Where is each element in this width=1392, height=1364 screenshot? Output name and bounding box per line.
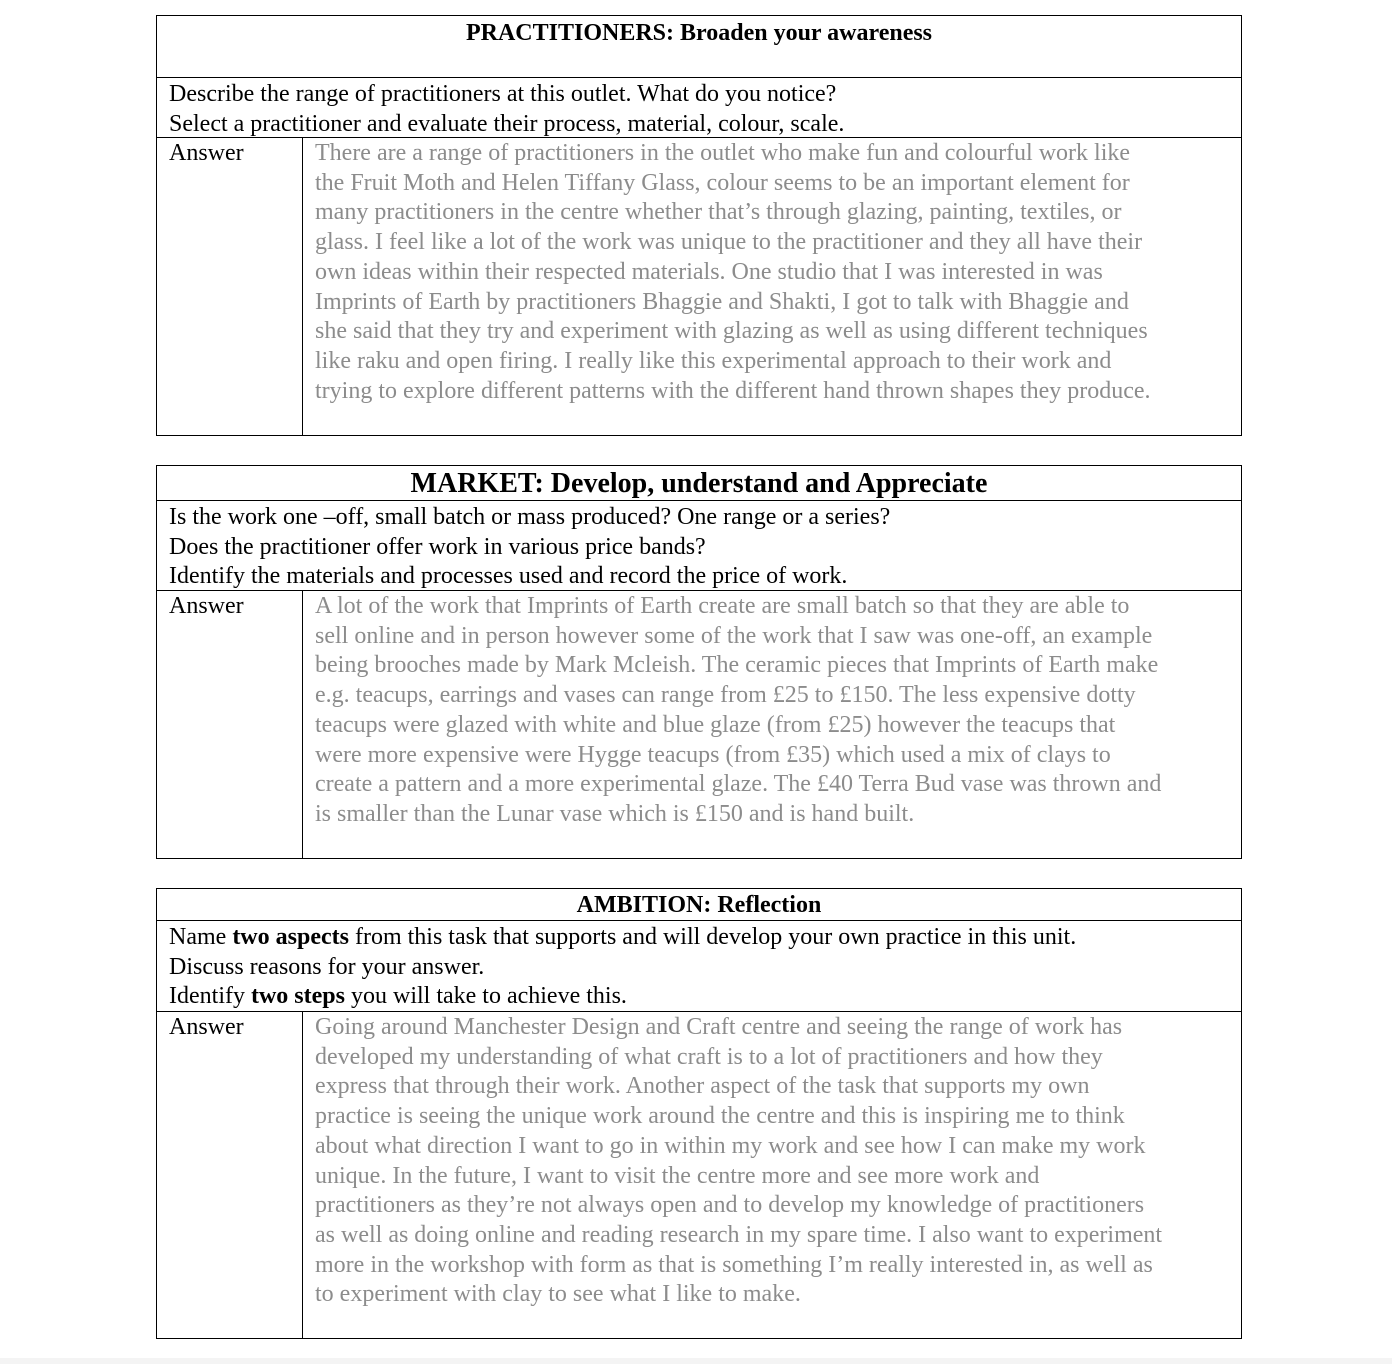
answer-line: own ideas within their respected materials. One studio that I was interested in was <box>315 258 1103 285</box>
question-line: Discuss reasons for your answer. <box>169 953 485 980</box>
answer-line: A lot of the work that Imprints of Earth create are small batch so that they are able to <box>315 593 1130 619</box>
answer-line: practitioners as they’re not always open and to develop my knowledge of practitioners <box>315 1192 1145 1219</box>
practitioners-section <box>156 15 1242 436</box>
question-line: Is the work one –off, small batch or mass produced? One range or a series? <box>169 504 891 530</box>
answer-line: as well as doing online and reading research in my spare time. I also want to experiment <box>315 1221 1163 1248</box>
answer-line: Imprints of Earth by practitioners Bhaggie and Shakti, I got to talk with Bhaggie and <box>315 288 1129 315</box>
question-emphasis: two steps <box>250 983 345 1009</box>
question-text: from this task that supports and will develop your own practice in this unit. <box>348 924 1077 950</box>
answer-line: trying to explore different patterns with the different hand thrown shapes they produce. <box>315 377 1151 404</box>
answer-line: Going around Manchester Design and Craft centre and seeing the range of work has <box>315 1014 1123 1040</box>
question-block <box>157 501 1241 591</box>
question-line <box>169 923 1229 953</box>
answer-line: There are a range of practitioners in the outlet who make fun and colourful work like <box>315 140 1131 166</box>
answer-line: teacups were glazed with white and blue glaze (from £25) however the teacups that <box>315 711 1116 738</box>
answer-line: express that through their work. Another aspect of the task that supports my own <box>315 1073 1090 1100</box>
answer-line: glass. I feel like a lot of the work was unique to the practitioner and they all have their <box>315 229 1143 256</box>
question-line: Select a practitioner and evaluate their process, material, colour, scale. <box>169 110 845 137</box>
answer-line: being brooches made by Mark Mcleish. The ceramic pieces that Imprints of Earth make <box>315 652 1159 679</box>
question-block <box>157 78 1241 138</box>
answer-row <box>157 138 1241 435</box>
answer-line: sell online and in person however some of the work that I saw was one-off, an example <box>315 622 1153 649</box>
question-emphasis: two aspects <box>232 924 349 950</box>
answer-line: e.g. teacups, earrings and vases can range from £25 to £150. The less expensive dotty <box>315 682 1136 709</box>
answer-line: about what direction I want to go in within my work and see how I can make my work <box>315 1132 1146 1159</box>
answer-text <box>303 138 1241 435</box>
answer-row <box>157 591 1241 858</box>
answer-line: is smaller than the Lunar vase which is £150 and is hand built. <box>315 800 915 827</box>
question-line: Does the practitioner offer work in various price bands? <box>169 533 706 560</box>
section-title: PRACTITIONERS: Broaden your awareness <box>157 16 1241 78</box>
question-line <box>169 982 1229 1012</box>
question-text: you will take to achieve this. <box>344 983 627 1009</box>
market-section <box>156 465 1242 859</box>
answer-line: like raku and open firing. I really like this experimental approach to their work and <box>315 347 1112 374</box>
answer-line: practice is seeing the unique work around the centre and this is inspiring me to think <box>315 1103 1125 1130</box>
answer-label: Answer <box>157 1012 303 1338</box>
answer-line: were more expensive were Hygge teacups (from £35) which used a mix of clays to <box>315 741 1111 768</box>
question-line: Identify the materials and processes used and record the price of work. <box>169 563 848 589</box>
question-text: Identify <box>169 983 251 1009</box>
answer-row <box>157 1012 1241 1338</box>
section-title: AMBITION: Reflection <box>157 889 1241 921</box>
answer-label: Answer <box>157 138 303 435</box>
question-line: Describe the range of practitioners at this outlet. What do you notice? <box>169 81 837 107</box>
answer-line: create a pattern and a more experimental glaze. The £40 Terra Bud vase was thrown and <box>315 771 1162 798</box>
question-block <box>157 921 1241 1012</box>
answer-line: unique. In the future, I want to visit the centre more and see more work and <box>315 1162 1040 1189</box>
answer-text <box>303 1012 1241 1338</box>
answer-line: she said that they try and experiment with glazing as well as using different techniques <box>315 318 1148 345</box>
ambition-section <box>156 888 1242 1339</box>
section-title: MARKET: Develop, understand and Appreciate <box>157 466 1241 501</box>
answer-line: the Fruit Moth and Helen Tiffany Glass, colour seems to be an important element for <box>315 169 1130 196</box>
page-bottom-edge <box>0 1358 1392 1364</box>
answer-line: developed my understanding of what craft is to a lot of practitioners and how they <box>315 1043 1103 1070</box>
answer-line: many practitioners in the centre whether that’s through glazing, painting, textiles, or <box>315 199 1122 226</box>
answer-line: to experiment with clay to see what I like to make. <box>315 1281 801 1308</box>
answer-text <box>303 591 1241 858</box>
answer-line: more in the workshop with form as that is something I’m really interested in, as well as <box>315 1251 1153 1278</box>
answer-label: Answer <box>157 591 303 858</box>
question-text: Name <box>169 924 233 950</box>
